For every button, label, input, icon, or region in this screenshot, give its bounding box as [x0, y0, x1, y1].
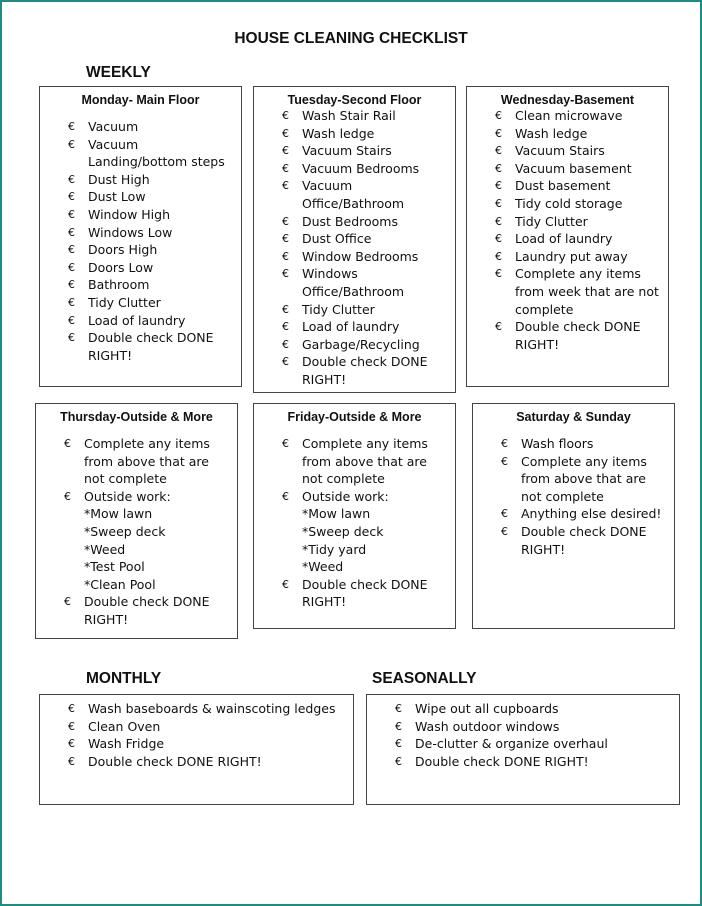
task-text-line: *Weed [84, 541, 126, 557]
task-text: Vacuum basement [515, 160, 632, 176]
task-item [473, 453, 674, 506]
bullet-icon: € [395, 737, 402, 751]
task-list [467, 107, 668, 353]
bullet-icon: € [495, 232, 502, 246]
task-item [467, 213, 668, 231]
day-box-wednesday [466, 86, 669, 387]
bullet-icon: € [68, 260, 75, 274]
task-text: Tidy Clutter [515, 213, 588, 229]
task-text: Window High [88, 206, 170, 222]
bullet-icon: € [68, 719, 75, 733]
task-item [254, 230, 455, 248]
bullet-icon: € [495, 109, 502, 122]
task-item [40, 259, 241, 277]
task-item [254, 107, 455, 125]
task-item [40, 700, 353, 718]
bullet-icon: € [282, 355, 289, 369]
task-text: Double check DONE RIGHT! [88, 753, 262, 769]
task-text: Dust Low [88, 189, 146, 205]
monthly-heading: MONTHLY [86, 670, 162, 687]
task-text-line: *Mow lawn [302, 506, 371, 522]
task-item [254, 142, 455, 160]
task-item [40, 118, 241, 136]
bullet-icon: € [68, 331, 75, 345]
day-title: Monday- Main Floor [81, 93, 200, 107]
task-item [36, 435, 237, 488]
task-item [467, 125, 668, 143]
task-item [36, 593, 237, 628]
task-item [254, 248, 455, 266]
task-item [40, 294, 241, 312]
bullet-icon: € [68, 754, 75, 768]
task-text: Double check DONE [302, 354, 428, 370]
bullet-icon: € [64, 437, 71, 450]
task-item [367, 718, 679, 736]
task-list [36, 435, 237, 629]
bullet-icon: € [495, 214, 502, 228]
bullet-icon: € [282, 249, 289, 263]
bullet-icon: € [68, 278, 75, 292]
task-text: Double check DONE [302, 576, 428, 592]
day-box-weekend [472, 403, 675, 629]
bullet-icon: € [282, 577, 289, 591]
task-item [473, 523, 674, 558]
task-item [467, 160, 668, 178]
task-text-line: *Mow lawn [84, 506, 153, 522]
task-item [40, 206, 241, 224]
day-title: Saturday & Sunday [516, 410, 631, 424]
task-text: Dust basement [515, 178, 611, 194]
day-title: Wednesday-Basement [500, 93, 635, 107]
task-text: Vacuum [88, 136, 139, 152]
task-text: Wash Stair Rail [302, 108, 396, 123]
task-item [367, 753, 679, 771]
task-text: Double check DONE [521, 523, 647, 539]
bullet-icon: € [282, 126, 289, 140]
task-item [467, 265, 668, 318]
task-text-line: from above that are [84, 453, 209, 469]
bullet-icon: € [68, 225, 75, 239]
task-text: Dust Bedrooms [302, 213, 398, 229]
task-item [254, 353, 455, 388]
bullet-icon: € [68, 313, 75, 327]
bullet-icon: € [282, 109, 289, 122]
task-item [40, 753, 353, 771]
task-item [254, 265, 455, 300]
bullet-icon: € [64, 595, 71, 609]
task-text-line: *Clean Pool [84, 576, 156, 592]
task-item [36, 488, 237, 594]
task-text: Wipe out all cupboards [415, 701, 559, 716]
task-text: Garbage/Recycling [302, 336, 420, 352]
task-item [467, 142, 668, 160]
task-item [40, 735, 353, 753]
bullet-icon: € [395, 754, 402, 768]
task-text: Doors Low [88, 259, 154, 275]
bullet-icon: € [495, 161, 502, 175]
bullet-icon: € [395, 702, 402, 715]
task-text: De-clutter & organize overhaul [415, 736, 608, 752]
task-text-line: Landing/bottom steps [88, 154, 225, 170]
task-text-line: *Test Pool [84, 559, 145, 575]
task-text: Doors High [88, 242, 158, 258]
task-item [254, 336, 455, 354]
bullet-icon: € [282, 144, 289, 158]
task-item [254, 435, 455, 488]
weekly-heading: WEEKLY [86, 64, 151, 81]
task-text: Load of laundry [515, 231, 613, 247]
task-list [40, 118, 241, 364]
task-text: Bathroom [88, 277, 150, 293]
task-text: Clean Oven [88, 718, 161, 734]
task-text-line: not complete [84, 471, 167, 487]
task-text: Dust Office [302, 231, 372, 247]
bullet-icon: € [495, 267, 502, 281]
task-text-line: Office/Bathroom [302, 195, 405, 211]
task-item [467, 195, 668, 213]
page-title: HOUSE CLEANING CHECKLIST [234, 30, 468, 47]
task-list [40, 700, 353, 770]
bullet-icon: € [68, 137, 75, 151]
task-text-line: Office/Bathroom [302, 283, 405, 299]
task-item [40, 241, 241, 259]
bullet-icon: € [68, 737, 75, 751]
task-item [254, 125, 455, 143]
task-item [467, 107, 668, 125]
day-title: Tuesday-Second Floor [287, 93, 422, 107]
task-item [254, 301, 455, 319]
task-item [367, 700, 679, 718]
bullet-icon: € [282, 437, 289, 450]
bullet-icon: € [282, 232, 289, 246]
task-text: Wash floors [521, 436, 594, 451]
task-text: Complete any items [521, 453, 647, 469]
task-text: Tidy Clutter [88, 294, 161, 310]
task-text: Complete any items [84, 436, 210, 451]
bullet-icon: € [282, 267, 289, 281]
bullet-icon: € [495, 249, 502, 263]
day-box-tuesday [253, 86, 456, 393]
bullet-icon: € [495, 144, 502, 158]
task-text: Window Bedrooms [302, 248, 419, 264]
task-list [367, 700, 679, 770]
task-text: Windows [302, 266, 358, 282]
task-text-line: RIGHT! [84, 611, 129, 627]
task-text: Windows Low [88, 224, 173, 240]
task-item [254, 488, 455, 576]
task-text: Clean microwave [515, 108, 623, 123]
bullet-icon: € [64, 489, 71, 503]
bullet-icon: € [282, 489, 289, 503]
task-text: Load of laundry [88, 312, 186, 328]
task-text: Tidy Clutter [302, 301, 375, 317]
task-text-line: RIGHT! [515, 336, 560, 352]
task-item [473, 505, 674, 523]
task-text-line: *Weed [302, 559, 344, 575]
task-list [473, 435, 674, 558]
task-text: Double check DONE RIGHT! [415, 753, 589, 769]
day-title: Thursday-Outside & More [60, 410, 213, 424]
task-item [254, 177, 455, 212]
bullet-icon: € [68, 190, 75, 204]
task-text-line: complete [515, 301, 574, 317]
bullet-icon: € [68, 243, 75, 257]
bullet-icon: € [501, 507, 508, 521]
bullet-icon: € [68, 172, 75, 186]
task-text: Vacuum Bedrooms [302, 160, 420, 176]
task-item [40, 312, 241, 330]
task-item [40, 329, 241, 364]
task-text-line: from above that are [302, 453, 427, 469]
seasonally-heading: SEASONALLY [372, 670, 477, 687]
day-box-friday [253, 403, 456, 629]
bullet-icon: € [501, 437, 508, 450]
task-text: Wash baseboards & wainscoting ledges [88, 701, 336, 716]
task-text-line: *Tidy yard [302, 541, 367, 557]
task-item [367, 735, 679, 753]
task-item [40, 718, 353, 736]
task-text: Wash ledge [302, 125, 375, 141]
monthly-box [39, 694, 354, 805]
task-text-line: RIGHT! [302, 594, 347, 610]
task-text: Anything else desired! [521, 506, 662, 522]
task-text: Load of laundry [302, 319, 400, 335]
task-item [467, 177, 668, 195]
bullet-icon: € [495, 179, 502, 193]
task-item [473, 435, 674, 453]
task-text: Wash Fridge [88, 736, 165, 752]
task-text: Double check DONE [84, 594, 210, 610]
seasonally-box [366, 694, 680, 805]
task-text: Complete any items [515, 266, 641, 282]
task-text-line: from above that are [521, 471, 646, 487]
bullet-icon: € [282, 320, 289, 334]
task-text-line: RIGHT! [302, 371, 347, 387]
task-item [40, 224, 241, 242]
task-text: Wash ledge [515, 125, 588, 141]
task-item [254, 160, 455, 178]
task-list [254, 435, 455, 611]
task-text: Vacuum Stairs [302, 143, 392, 159]
task-text: Laundry put away [515, 248, 628, 264]
task-item [467, 318, 668, 353]
task-text: Outside work: [302, 488, 389, 504]
bullet-icon: € [495, 320, 502, 334]
task-text-line: RIGHT! [521, 541, 566, 557]
task-text: Vacuum Stairs [515, 143, 605, 159]
bullet-icon: € [395, 719, 402, 733]
task-item [40, 136, 241, 171]
task-text-line: *Sweep deck [302, 523, 384, 539]
task-item [40, 171, 241, 189]
task-text: Double check DONE [515, 319, 641, 335]
day-box-thursday [35, 403, 238, 639]
task-text-line: RIGHT! [88, 347, 133, 363]
task-item [254, 576, 455, 611]
task-list [254, 107, 455, 389]
bullet-icon: € [68, 295, 75, 309]
task-text-line: *Sweep deck [84, 523, 166, 539]
bullet-icon: € [501, 524, 508, 538]
bullet-icon: € [282, 179, 289, 193]
bullet-icon: € [495, 126, 502, 140]
task-item [467, 230, 668, 248]
task-text-line: not complete [521, 488, 604, 504]
bullet-icon: € [501, 454, 508, 468]
bullet-icon: € [68, 207, 75, 221]
task-text-line: from week that are not [515, 283, 659, 299]
bullet-icon: € [282, 337, 289, 351]
day-title: Friday-Outside & More [287, 410, 422, 424]
task-text: Wash outdoor windows [415, 718, 560, 734]
bullet-icon: € [68, 120, 75, 133]
bullet-icon: € [495, 196, 502, 210]
task-item [467, 248, 668, 266]
task-item [254, 213, 455, 231]
bullet-icon: € [68, 702, 75, 715]
task-text: Dust High [88, 171, 150, 187]
task-text: Double check DONE [88, 330, 214, 346]
day-box-monday [39, 86, 242, 387]
bullet-icon: € [282, 302, 289, 316]
task-item [40, 188, 241, 206]
task-text: Vacuum [302, 178, 353, 194]
task-item [254, 318, 455, 336]
task-text: Complete any items [302, 436, 428, 451]
task-text-line: not complete [302, 471, 385, 487]
task-item [40, 276, 241, 294]
task-text: Outside work: [84, 488, 171, 504]
task-text: Tidy cold storage [515, 195, 623, 211]
task-text: Vacuum [88, 119, 139, 134]
bullet-icon: € [282, 214, 289, 228]
bullet-icon: € [282, 161, 289, 175]
